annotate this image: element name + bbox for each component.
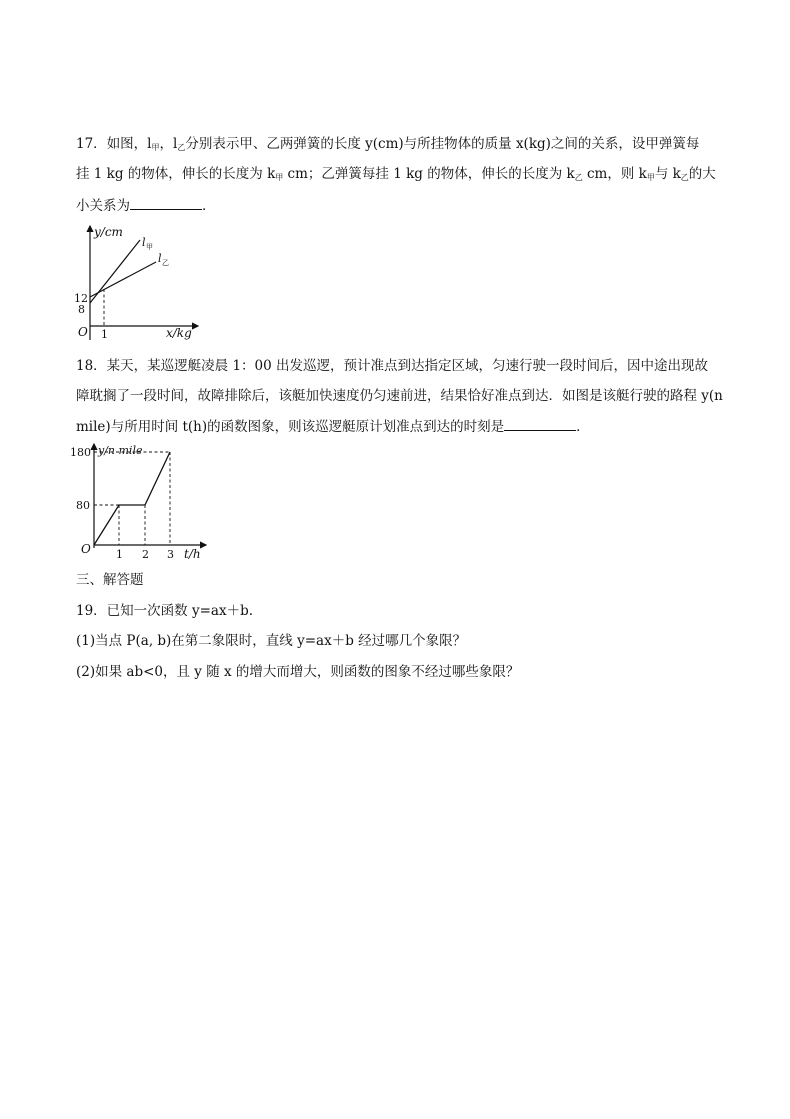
- line-yi: [90, 262, 156, 297]
- q19-part-1: (1)当点 P(a, b)在第二象限时，直线 y=ax＋b 经过哪几个象限？: [76, 633, 467, 649]
- q17-text: cm，则 k: [582, 166, 647, 182]
- q19-title: 19．已知一次函数 y=ax＋b.: [76, 603, 254, 619]
- q17-text: ．: [202, 198, 216, 214]
- ytick-12: 12: [74, 292, 88, 305]
- ytick-80: 80: [76, 499, 90, 512]
- q17-text: 如图，l: [106, 136, 152, 152]
- q18-text: mile)与所用时间 t(h)的函数图象，则该巡逻艇原计划准点到达的时刻是: [76, 419, 505, 435]
- q17-sub: 甲: [646, 173, 655, 182]
- q17-text: ，l: [159, 136, 178, 152]
- q17-text: 小关系为: [76, 198, 130, 214]
- figure-18: [60, 440, 210, 562]
- xtick-2: 2: [142, 548, 149, 561]
- q17-sub: 乙: [574, 173, 583, 182]
- origin-label: O: [81, 542, 91, 556]
- label-l-jia-sub: 甲: [146, 243, 153, 251]
- origin-label: O: [78, 325, 88, 339]
- q17-line-2: [76, 164, 716, 188]
- x-axis-label: t/h: [184, 547, 201, 561]
- q17-line-3: [76, 195, 216, 216]
- q18-line-2: 障耽搁了一段时间，故障排除后，该艇加快速度仍匀速前进，结果恰好准点到达．如图是该艇行驶的路程 y(n: [76, 388, 723, 404]
- q17-line-1: [76, 134, 699, 158]
- q17-text: 与 k: [654, 166, 681, 182]
- q18-line-1: 18．某天，某巡逻艇凌晨 1：00 出发巡逻，预计准点到达指定区域，匀速行驶一段时间后，因中途出现故: [76, 358, 709, 374]
- xtick-1: 1: [101, 328, 108, 341]
- q18-text: ．: [576, 419, 590, 435]
- q19-part-2: (2)如果 ab<0，且 y 随 x 的增大而增大，则函数的图象不经过哪些象限？: [76, 664, 520, 680]
- route-graph: [94, 452, 170, 545]
- xtick-1: 1: [116, 548, 123, 561]
- q17-sub: 乙: [680, 173, 689, 182]
- q17-sub: 甲: [151, 143, 160, 152]
- label-l-jia: l: [142, 236, 146, 249]
- ytick-180: 180: [70, 446, 91, 459]
- q17-text: cm；乙弹簧每挂 1 kg 的物体，伸长的长度为 k: [283, 166, 575, 182]
- label-l-yi-sub: 乙: [162, 259, 169, 267]
- y-axis-label: y/n mile: [98, 444, 143, 457]
- q17-number: 17．: [76, 136, 107, 152]
- ytick-8: 8: [78, 303, 85, 316]
- answer-blank-17[interactable]: [130, 195, 202, 210]
- section-heading: 三、解答题: [76, 572, 144, 588]
- answer-blank-18[interactable]: [504, 416, 576, 431]
- q18-line-3: [76, 416, 590, 437]
- x-axis-label: x/kg: [166, 326, 192, 340]
- figure-17: [74, 222, 204, 342]
- xtick-3: 3: [167, 548, 174, 561]
- label-l-yi: l: [158, 252, 162, 265]
- q17-text: 分别表示甲、乙两弹簧的长度 y(cm)与所挂物体的质量 x(kg)之间的关系，设甲弹簧每: [185, 136, 700, 152]
- y-axis-label: y/cm: [94, 225, 123, 239]
- q17-sub: 甲: [275, 173, 284, 182]
- q17-text: 的大: [688, 166, 716, 182]
- q17-text: 挂 1 kg 的物体，伸长的长度为 k: [76, 166, 276, 182]
- q17-sub: 乙: [177, 143, 186, 152]
